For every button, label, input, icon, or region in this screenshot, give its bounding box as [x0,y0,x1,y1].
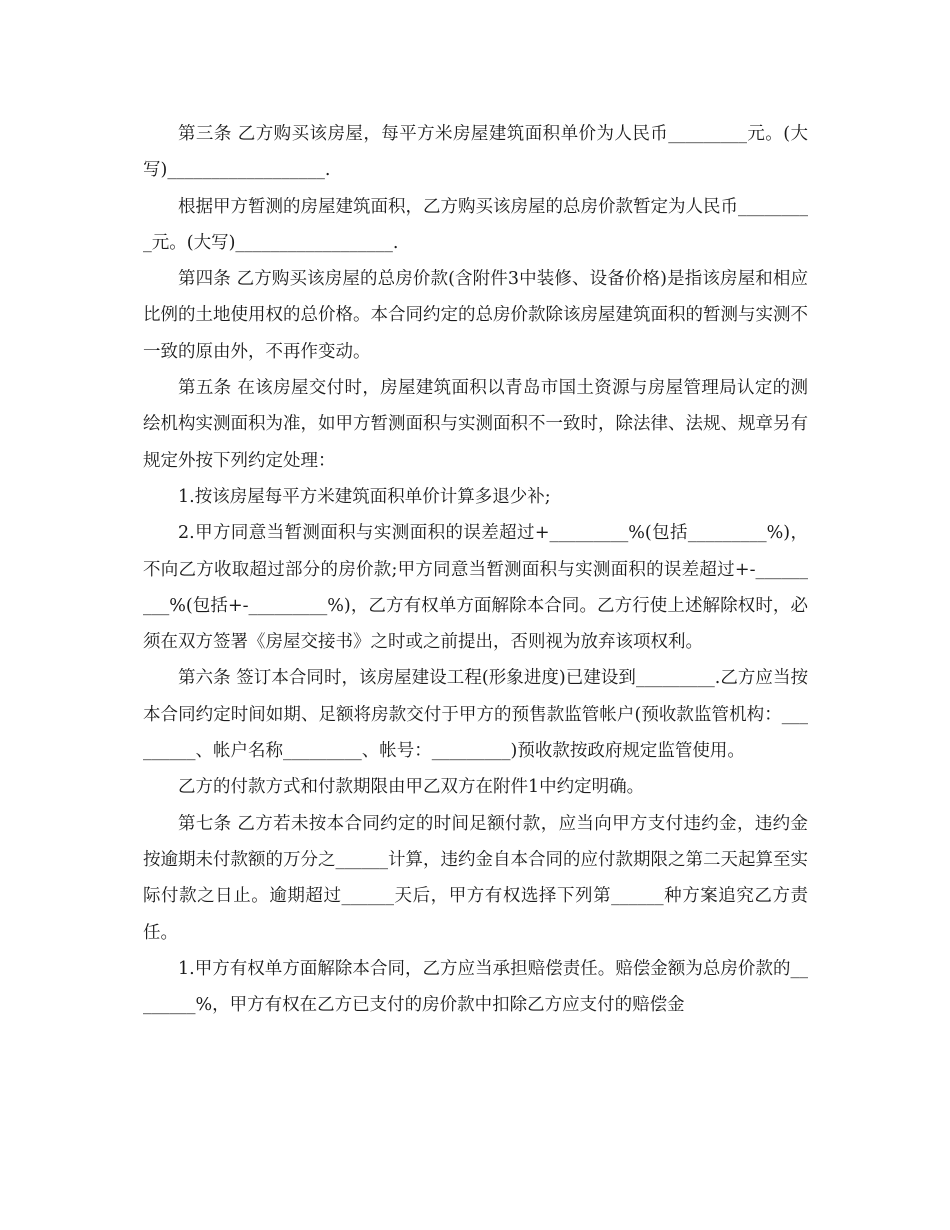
paragraph-article-6: 第六条 签订本合同时，该房屋建设工程(形象进度)已建设到_________.乙方应当按本合同约定时间如期、足额将房款交付于甲方的预售款监管帐户(预收款监管机构：_________、帐户名称_________、帐号：_________)预收款按政府规定监管使用。 [143,668,808,762]
paragraph-remedy-1: 1.甲方有权单方面解除本合同，乙方应当承担赔偿责任。赔偿金额为总房价款的________%，甲方有权在乙方已支付的房价款中扣除乙方应支付的赔偿金 [143,958,808,1016]
paragraph-article-5: 第五条 在该房屋交付时，房屋建筑面积以青岛市国土资源与房屋管理局认定的测绘机构实测面积为准，如甲方暂测面积与实测面积不一致时，除法律、法规、规章另有规定外按下列约定处理： [143,378,808,471]
paragraph-article-4: 第四条 乙方购买该房屋的总房价款(含附件3中装修、设备价格)是指该房屋和相应比例的土地使用权的总价格。本合同约定的总房价款除该房屋建筑面积的暂测与实测不一致的原由外，不再作变动。 [143,269,808,362]
paragraph-payment-method: 乙方的付款方式和付款期限由甲乙双方在附件1中约定明确。 [178,777,645,798]
paragraph-article-7: 第七条 乙方若未按本合同约定的时间足额付款，应当向甲方支付违约金，违约金按逾期未付款额的万分之______计算，违约金自本合同的应付款期限之第二天起算至实际付款之日止。逾期超过______天后，甲方有权选择下列第______种方案追究乙方责任。 [143,813,808,943]
paragraph-total-price: 根据甲方暂测的房屋建筑面积，乙方购买该房屋的总房价款暂定为人民币_________元。(大写)__________________. [143,196,808,253]
paragraph-article-3: 第三条 乙方购买该房屋，每平方米房屋建筑面积单价为人民币_________元。(大写)__________________. [143,124,808,181]
paragraph-item-1: 1.按该房屋每平方米建筑面积单价计算多退少补; [178,486,551,507]
paragraph-item-2: 2.甲方同意当暂测面积与实测面积的误差超过+_________%(包括_________%)，不向乙方收取超过部分的房价款;甲方同意当暂测面积与实测面积的误差超过+-_________%(包括+-_________%)，乙方有权单方面解除本合同。乙方行使上述解除权时，必须在双方签署《房屋交接书》之时或之前提出，否则视为放弃该项权利。 [143,523,808,653]
contract-text [143,116,808,1023]
